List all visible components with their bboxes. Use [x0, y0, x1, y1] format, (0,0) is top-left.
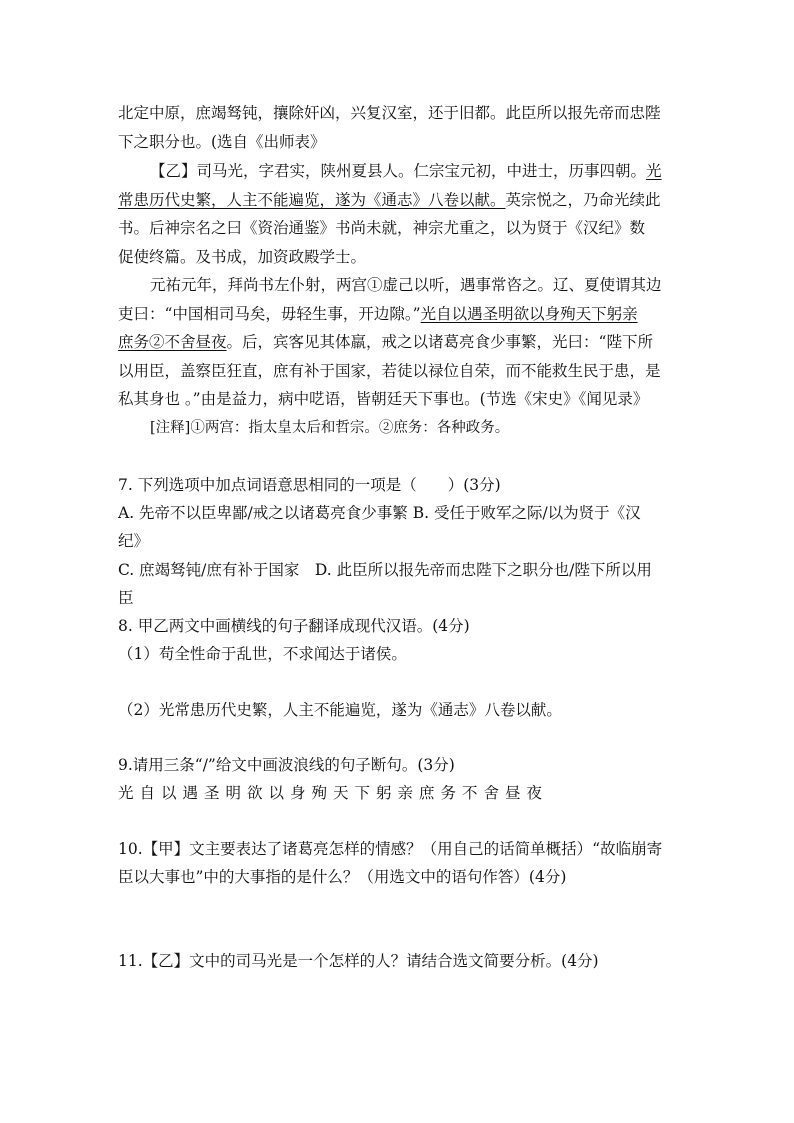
passage-text: 英宗悦之，乃命光续此: [505, 191, 661, 209]
question-7-stem: 7. 下列选项中加点词语意思相同的一项是（ ）(3分): [118, 476, 501, 494]
passage-line: [118, 190, 661, 210]
question-7-options-cd-cont: 臣: [118, 589, 134, 607]
question-8-item-2: （2）光常患历代史繁，人主不能遍览，遂为《通志》八卷以献。: [118, 701, 562, 719]
passage-label: 【乙】: [150, 162, 197, 180]
question-10-line-1: 10.【甲】文主要表达了诸葛亮怎样的情感？（用自己的话简单概括）“故临崩寄: [118, 840, 663, 858]
passage-line: 以用臣，盖察臣狂直，庶有补于国家，若徒以禄位自荣，而不能救生民于患，是: [118, 362, 661, 380]
wavy-sentence: 光自以遇圣明欲以身殉天下躬亲: [420, 305, 638, 323]
passage-line: 元祐元年，拜尚书左仆射，两宫①虚己以听，遇事常咨之。辽、夏使谓其边: [150, 276, 662, 294]
passage-line: [150, 161, 662, 181]
passage-line: 促使终篇。及书成，加资政殿学士。: [118, 248, 367, 266]
passage-text: 。后，宾客见其体羸，戒之以诸葛亮食少事繁，光曰：“陛下所: [226, 333, 653, 351]
annotation-note: [注释]①两宫：指太皇太后和哲宗。②庶务：各种政务。: [150, 420, 510, 436]
passage-text: 司马光，字君实，陕州夏县人。仁宗宝元初，中进士，历事四朝。: [196, 162, 647, 180]
passage-text: 吏曰：“中国相司马矣，毋轻生事，开边隙。”: [118, 305, 421, 323]
question-7-options-cd: C. 庶竭驽钝/庶有补于国家 D. 此臣所以报先帝而忠陛下之职分也/陛下所以用: [118, 561, 652, 579]
question-7-options-ab: A. 先帝不以臣卑鄙/戒之以诸葛亮食少事繁 B. 受任于败军之际/以为贤于《汉: [118, 504, 641, 522]
question-9-stem: 9.请用三条“/”给文中画波浪线的句子断句。(3分): [118, 756, 455, 774]
wavy-sentence: 庶务②不舍昼夜: [118, 333, 227, 351]
passage-line: [118, 304, 638, 324]
passage-line: 书。后神宗名之曰《资治通鉴》书尚未就，神宗尤重之，以为贤于《汉纪》数: [118, 219, 646, 237]
question-8-stem: 8. 甲乙两文中画横线的句子翻译成现代汉语。(4分): [118, 617, 470, 635]
question-8-item-1: （1）苟全性命于乱世，不求闻达于诸侯。: [118, 645, 407, 663]
question-11: 11.【乙】文中的司马光是一个怎样的人？请结合选文简要分析。(4分): [118, 952, 599, 970]
underlined-sentence: 光: [646, 162, 662, 180]
underlined-sentence: 常患历代史繁，人主不能遍览，遂为《通志》八卷以献。: [118, 191, 506, 209]
question-9-sentence: 光自以遇圣明欲以身殉天下躬亲庶务不舍昼夜: [118, 784, 549, 802]
passage-line: [118, 332, 653, 352]
question-10-line-2: 臣以大事也”中的大事指的是什么？（用选文中的语句作答）(4分): [118, 868, 567, 886]
passage-line: 私其身也 。”由是益力，病中呓语，皆朝廷天下事也。(节选《宋史》《闻见录》: [118, 390, 649, 408]
passage-line: 北定中原，庶竭驽钝，攘除奸凶，兴复汉室，还于旧都。此臣所以报先帝而忠陛: [118, 104, 661, 122]
passage-line: 下之职分也。(选自《出师表》: [118, 133, 326, 151]
question-7-options-ab-cont: 纪》: [118, 532, 150, 550]
